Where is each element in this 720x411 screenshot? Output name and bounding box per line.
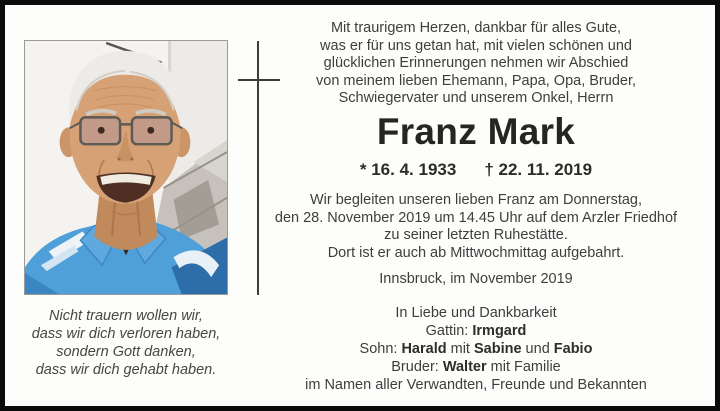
mourning-verse	[6, 307, 246, 379]
announcement-column	[252, 5, 700, 406]
portrait-photo-illustration	[25, 41, 227, 294]
verse-line: sondern Gott danken,	[56, 344, 196, 360]
intro-line: was er für uns getan hat, mit vielen schönen und	[320, 37, 632, 54]
birth-date: * 16. 4. 1933	[359, 160, 457, 179]
funeral-details	[252, 192, 700, 262]
funeral-line: den 28. November 2019 um 14.45 Uhr auf dem Arzler Friedhof	[274, 209, 678, 226]
verse-line: Nicht trauern wollen wir,	[49, 308, 203, 324]
family-row-sohn: Sohn: Harald mit Sabine und Fabio	[359, 341, 593, 358]
intro-line: glücklichen Erinnerungen nehmen wir Abschied	[323, 55, 629, 72]
intro-line: von meinem lieben Ehemann, Papa, Opa, Bruder,	[316, 72, 636, 89]
intro-line: Schwiegervater und unserem Onkel, Herrn	[338, 90, 614, 107]
funeral-line: zu seiner letzten Ruhestätte.	[384, 227, 568, 244]
family-row-bruder: Bruder: Walter mit Familie	[391, 359, 561, 376]
family-heading: In Liebe und Dankbarkeit	[395, 305, 557, 321]
verse-line: dass wir dich verloren haben,	[31, 326, 221, 342]
family-section	[252, 304, 700, 394]
intro-line: Mit traurigem Herzen, dankbar für alles Gute,	[330, 20, 622, 36]
funeral-line: Wir begleiten unseren lieben Franz am Donnerstag,	[309, 192, 643, 208]
death-date: † 22. 11. 2019	[484, 160, 593, 179]
family-closing: im Namen aller Verwandten, Freunde und Bekannten	[305, 377, 647, 394]
family-row-gattin: Gattin: Irmgard	[425, 323, 527, 340]
intro-paragraph	[252, 20, 700, 108]
verse-line: dass wir dich gehabt haben.	[35, 362, 217, 378]
deceased-name: Franz Mark	[376, 111, 576, 152]
portrait-photo	[24, 40, 228, 295]
life-dates	[252, 160, 700, 180]
place-dateline: Innsbruck, im November 2019	[379, 271, 573, 287]
funeral-line: Dort ist er auch ab Mittwochmittag aufgebahrt.	[327, 244, 625, 261]
